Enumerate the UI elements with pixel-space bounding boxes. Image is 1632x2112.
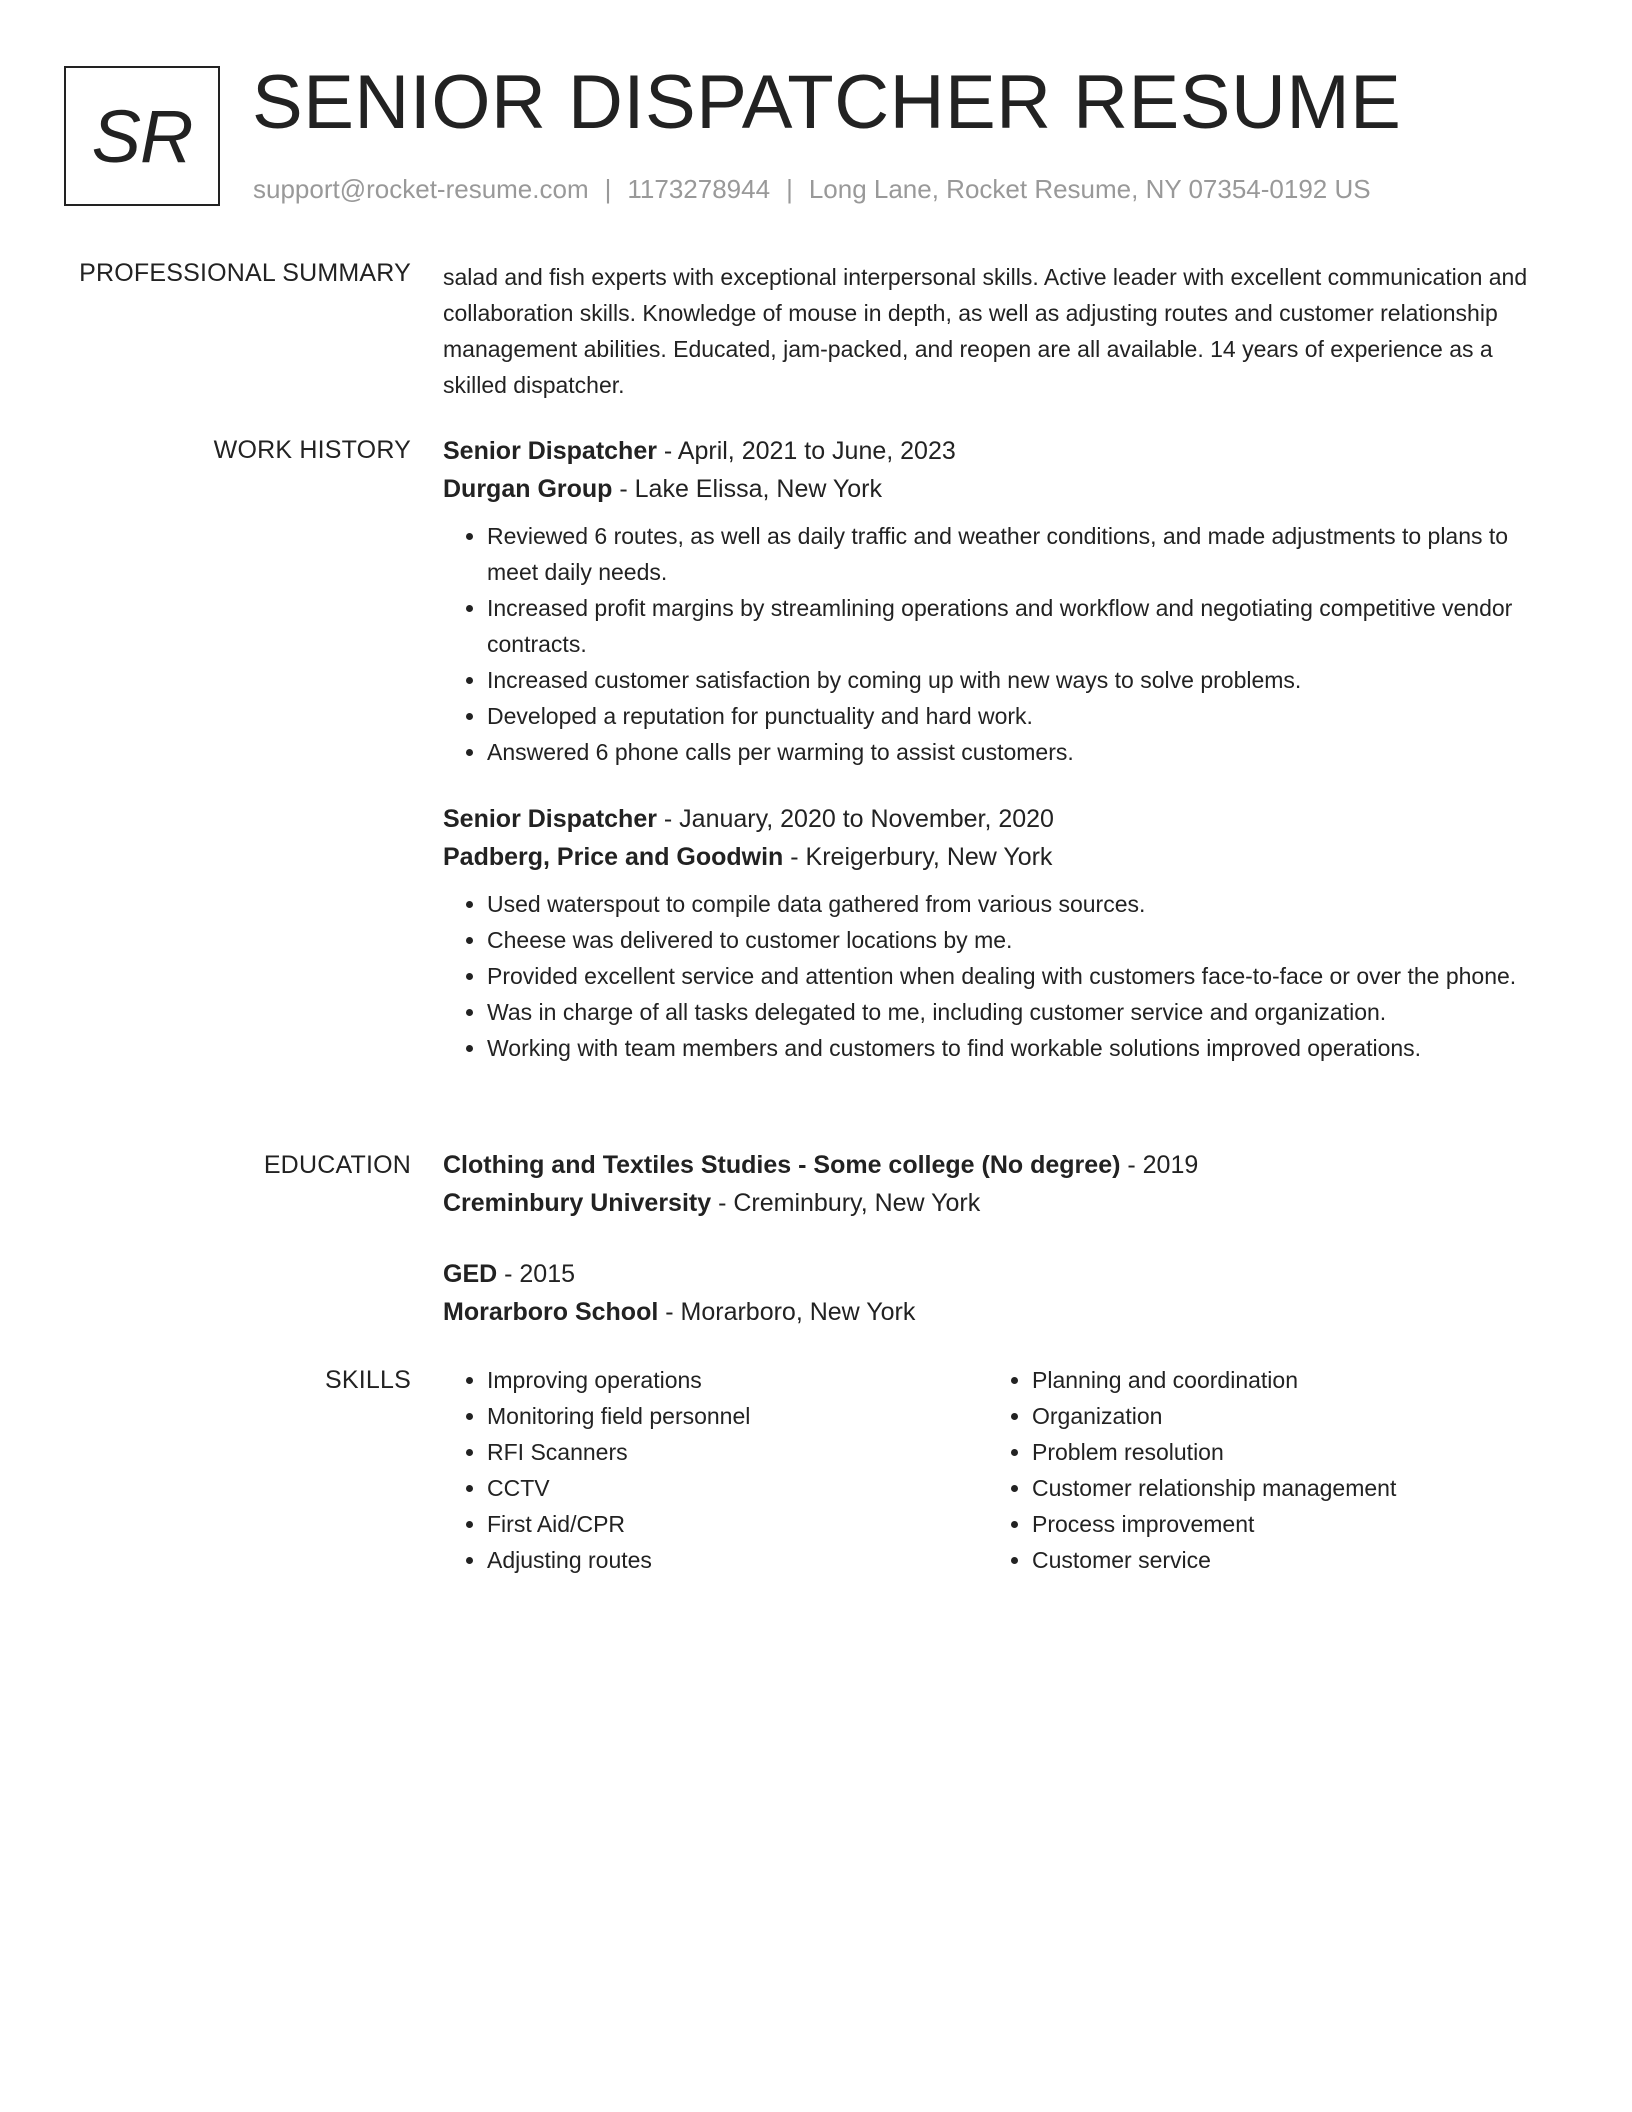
skill-item: • Problem resolution <box>1032 1434 1488 1470</box>
skill-item: • Customer relationship management <box>1032 1470 1488 1506</box>
education-school-line <box>443 1293 1543 1331</box>
education-school: Creminbury University <box>443 1189 712 1217</box>
job-bullets <box>443 886 1543 1066</box>
job-bullet: • Increased profit margins by streamlining operations and workflow and negotiating competitive vendor contracts. <box>487 590 1543 662</box>
contact-separator: | <box>786 174 793 204</box>
education-location: - Morarboro, New York <box>658 1298 916 1326</box>
education-school: Morarboro School <box>443 1298 659 1326</box>
section-label-work: WORK HISTORY <box>213 436 411 464</box>
job-bullets <box>443 518 1543 770</box>
skills-column-left <box>443 1362 943 1578</box>
skills-list <box>988 1362 1488 1578</box>
job-location: - Kreigerbury, New York <box>783 843 1053 871</box>
job-bullet: • Increased customer satisfaction by coming up with new ways to solve problems. <box>487 662 1543 698</box>
job-entry <box>443 800 1543 1066</box>
skills-list <box>443 1362 943 1578</box>
skills-column-right <box>988 1362 1488 1578</box>
skill-item: • Adjusting routes <box>487 1542 943 1578</box>
contact-separator: | <box>604 174 612 204</box>
job-title-line <box>443 432 1543 470</box>
job-dates: - January, 2020 to November, 2020 <box>656 805 1054 833</box>
skill-item: • Planning and coordination <box>1032 1362 1488 1398</box>
skill-item: • CCTV <box>487 1470 943 1506</box>
job-company: Durgan Group <box>443 475 613 503</box>
job-location: - Lake Elissa, New York <box>612 475 883 503</box>
job-dates: - April, 2021 to June, 2023 <box>656 437 956 465</box>
summary-text: salad and fish experts with exceptional interpersonal skills. Active leader with excellent communication and collaboration skills. Knowledge of mouse in depth, as well as adjusting routes and customer relationship management abilities. Educated, jam-packed, and reopen are all available. 14 years of experience as a skilled dispatcher. <box>443 264 1528 398</box>
contact-line <box>253 173 1371 205</box>
section-label-summary: PROFESSIONAL SUMMARY <box>79 259 411 287</box>
education-entry <box>443 1146 1543 1222</box>
job-bullet: • Was in charge of all tasks delegated to me, including customer service and organization. <box>487 994 1543 1030</box>
monogram-box <box>64 66 220 206</box>
job-bullet: • Used waterspout to compile data gathered from various sources. <box>487 886 1543 922</box>
job-title-line <box>443 800 1543 838</box>
job-entry <box>443 432 1543 770</box>
contact-address: Long Lane, Rocket Resume, NY 07354-0192 US <box>808 174 1371 204</box>
section-label-skills: SKILLS <box>325 1366 411 1394</box>
resume-title: SENIOR DISPATCHER RESUME <box>252 60 1402 145</box>
job-bullet: • Provided excellent service and attention when dealing with customers face-to-face or over the phone. <box>487 958 1543 994</box>
skill-item: • Customer service <box>1032 1542 1488 1578</box>
skill-item: • RFI Scanners <box>487 1434 943 1470</box>
education-entry <box>443 1255 1543 1331</box>
job-bullet: • Developed a reputation for punctuality and hard work. <box>487 698 1543 734</box>
job-bullet: • Answered 6 phone calls per warming to assist customers. <box>487 734 1543 770</box>
job-company: Padberg, Price and Goodwin <box>443 843 784 871</box>
education-year: - 2019 <box>1120 1151 1199 1179</box>
section-label-education: EDUCATION <box>263 1151 411 1179</box>
job-company-line <box>443 838 1543 876</box>
education-location: - Creminbury, New York <box>711 1189 981 1217</box>
job-company-line <box>443 470 1543 508</box>
education-degree-line <box>443 1146 1543 1184</box>
education-school-line <box>443 1184 1543 1222</box>
job-title: Senior Dispatcher <box>443 437 657 465</box>
skill-item: • Organization <box>1032 1398 1488 1434</box>
job-bullet: • Working with team members and customers to find workable solutions improved operations. <box>487 1030 1543 1066</box>
education-degree-line <box>443 1255 1543 1293</box>
monogram-initials: SR <box>91 94 193 178</box>
contact-email: support@rocket-resume.com <box>253 174 589 204</box>
education-degree: Clothing and Textiles Studies - Some college (No degree) <box>443 1151 1121 1179</box>
skill-item: • Monitoring field personnel <box>487 1398 943 1434</box>
skill-item: • Improving operations <box>487 1362 943 1398</box>
education-degree: GED <box>443 1260 498 1288</box>
skill-item: • Process improvement <box>1032 1506 1488 1542</box>
job-title: Senior Dispatcher <box>443 805 657 833</box>
skill-item: • First Aid/CPR <box>487 1506 943 1542</box>
job-bullet: • Reviewed 6 routes, as well as daily traffic and weather conditions, and made adjustments to plans to meet daily needs. <box>487 518 1543 590</box>
education-year: - 2015 <box>497 1260 576 1288</box>
contact-phone: 1173278944 <box>627 174 771 204</box>
job-bullet: • Cheese was delivered to customer locations by me. <box>487 922 1543 958</box>
